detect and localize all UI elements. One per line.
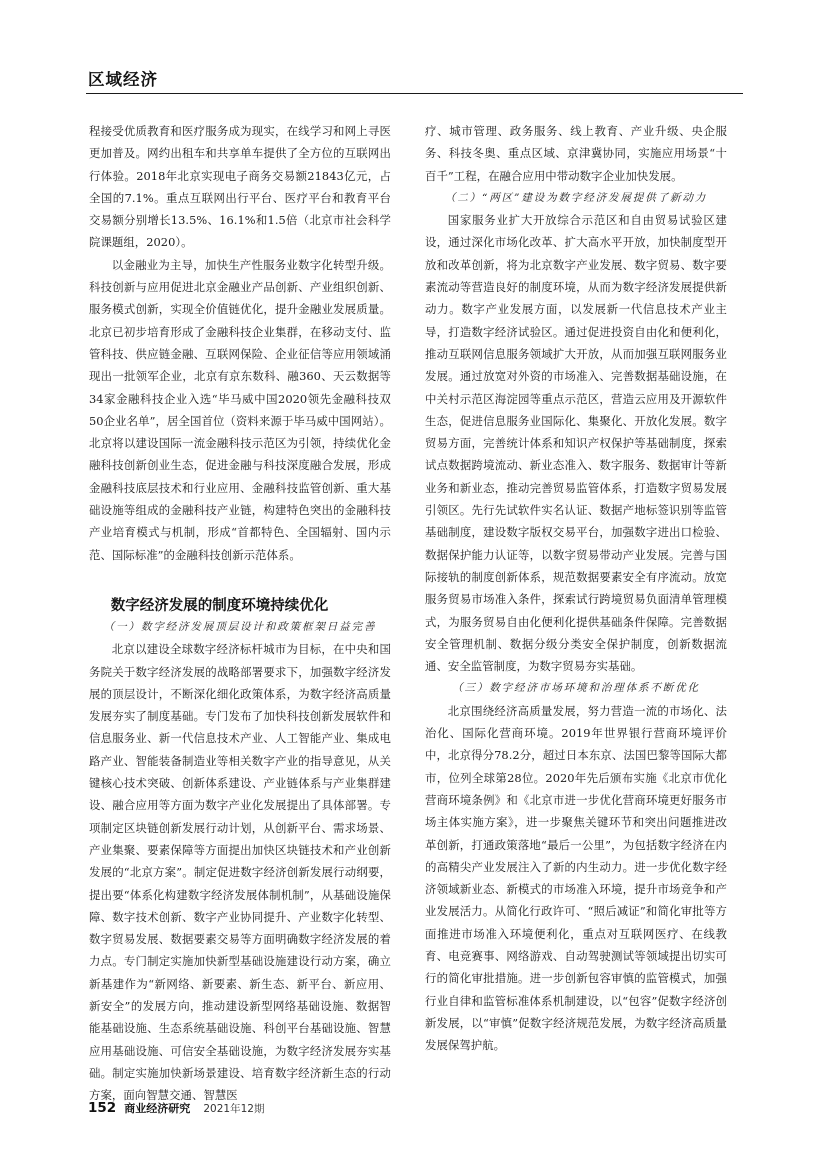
left-paragraph-3: 北京以建设全球数字经济标杆城市为目标，在中央和国务院关于数字经济发展的战略部署要求下，加强数字经济发展的顶层设计，不断深化细化政策体系，为数字经济高质量发展夯实了制度基础。专门发布了加快科技创新发展软件和信息服务业、新一代信息技术产业、人工智能产业、集成电路产业、智能装备制造业等相关数字产业的指导意见，从关键核心技术突破、创新体系建设、产业链体系与产业集群建设、融合应用等方面为数字产业化发展提出了具体部署。专项制定区块链创新发展行动计划，从创新平台、需求场景、产业集聚、要素保障等方面提出加快区块链技术和产业创新发展的“北京方案”。制定促进数字经济创新发展行动纲要，提出要“体系化构建数字经济发展体制机制”，从基础设施保障、数字技术创新、数字产业协同提升、产业数字化转型、数字贸易发展、数据要素交易等方面明确数字经济发展的着力点。专门制定实施加快新型基础设施建设行动方案，确立新基建作为“新网络、新要素、新生态、新平台、新应用、新安全”的发展方向，推动建设新型网络基础设施、数据智能基础设施、生态系统基础设施、科创平台基础设施、智慧应用基础设施、可信安全基础设施，为数字经济发展夯实基础。制定实施加快新场景建设、培育数字经济新生态的行动方案，面向智慧交通、智慧医 [89, 642, 391, 1103]
right-paragraph-3: 北京围绕经济高质量发展，努力营造一流的市场化、法治化、国际化营商环境。2019年世界银行营商环境评价中，北京得分78.2分，超过日本东京、法国巴黎等国际大都市，位列全球第28位。2020年先后颁布实施《北京市优化营商环境条例》和《北京市进一步优化营商环境更好服务市场主体实施方案》，进一步聚焦关键环节和突出问题推进改革创新，打通政策落地“最后一公里”，为包括数字经济在内的高精尖产业发展注入了新的内生动力。进一步优化数字经济领域新业态、新模式的市场准入环境，提升市场竞争和产业发展活力。从简化行政许可、“照后减证”和简化审批等方面推进市场准入环境便利化，重点对互联网医疗、在线教育、电竞赛事、网络游戏、自动驾驶测试等领域提出切实可行的简化审批措施。进一步创新包容审慎的监管模式，加强行业自律和监管标准体系机制建设，以“包容”促数字经济创新发展，以“审慎”促数字经济规范发展，为数字经济高质量发展保驾护航。 [425, 703, 727, 1053]
left-paragraph-2: 以金融业为主导，加快生产性服务业数字化转型升级。科技创新与应用促进北京金融业产品创新、产业组织创新、服务模式创新，实现全价值链优化，提升金融业发展质量。北京已初步培育形成了金融科技企业集群，在移动支付、监管科技、供应链金融、互联网保险、企业征信等应用领域涌现出一批领军企业，北京有京东数科、融360、天云数据等34家金融科技企业入选“毕马威中国2020领先金融科技双50企业名单”，居全国首位（资料来源于毕马威中国网站）。北京将以建设国际一流金融科技示范区为引领，持续优化金融科技创新创业生态，促进金融与科技深度融合发展，形成金融科技底层技术和行业应用、金融科技监管创新、重大基础设施等组成的金融科技产业链，构建特色突出的金融科技产业培育模式与机制，形成“首都特色、全国辐射、国内示范、国际标准”的金融科技创新示范体系。 [89, 257, 391, 562]
right-paragraph-1: 疗、城市管理、政务服务、线上教育、产业升级、央企服务、科技冬奥、重点区域、京津冀协同，实施应用场景“十百千”工程，在融合应用中带动数字企业加快发展。 [425, 124, 727, 183]
subheading-two-zones: （二）“两区”建设为数字经济发展提供了新动力 [444, 191, 708, 204]
journal-name: 商业经济研究 [124, 1102, 191, 1115]
issue-label: 2021年12期 [203, 1103, 265, 1115]
left-column [89, 120, 391, 1106]
page-footer [88, 1097, 264, 1116]
left-paragraph-1: 程接受优质教育和医疗服务成为现实，在线学习和网上寻医更加普及。网约出租车和共享单车提供了全方位的互联网出行体验。2018年北京实现电子商务交易额21843亿元，占全国的7.1%。重点互联网出行平台、医疗平台和教育平台交易额分别增长13.5%、16.1%和1.5倍（北京市社会科学院课题组，2020）。 [89, 124, 391, 250]
section-title: 区域经济 [88, 70, 158, 89]
right-column [425, 120, 727, 1056]
subheading-top-level-design: （一）数字经济发展顶层设计和政策框架日益完善 [103, 620, 377, 633]
page-number: 152 [88, 1100, 117, 1116]
subheading-market-governance: （三）数字经济市场环境和治理体系不断优化 [452, 682, 700, 695]
section-heading-institutional-environment: 数字经济发展的制度环境持续优化 [110, 597, 329, 614]
right-paragraph-2: 国家服务业扩大开放综合示范区和自由贸易试验区建设，通过深化市场化改革、扩大高水平开放，加快制度型开放和改革创新，将为北京数字产业发展、数字贸易、数字要素流动等营造良好的制度环境，从而为数字经济发展提供新动力。数字产业发展方面，以发展新一代信息技术产业主导，打造数字经济试验区。通过促进投资自由化和便利化，推动互联网信息服务领域扩大开放，从而加强互联网服务业发展。通过放宽对外资的市场准入、完善数据基础设施，在中关村示范区海淀园等重点示范区，营造云应用及开源软件生态，促进信息服务业国际化、集聚化、开放化发展。数字贸易方面，完善统计体系和知识产权保护等基础制度，探索试点数据跨境流动、新业态准入、数字服务、数据审计等新业务和新业态，推动完善贸易监管体系，打造数字贸易发展引领区。先行先试软件实名认证、数据产地标签识别等监管基础制度，建设数字版权交易平台，加强数字进出口检验、数据保护能力认证等，以数字贸易带动产业发展。完善与国际接轨的制度创新体系，规范数据要素安全有序流动。放宽服务贸易市场准入条件，探索试行跨境贸易负面清单管理模式，为服务贸易自由化便利化提供基础条件保障。完善数据安全管理机制、数据分级分类安全保护制度，创新数据流通、安全监管制度，为数字贸易夯实基础。 [425, 213, 727, 674]
header-rule [86, 93, 743, 94]
